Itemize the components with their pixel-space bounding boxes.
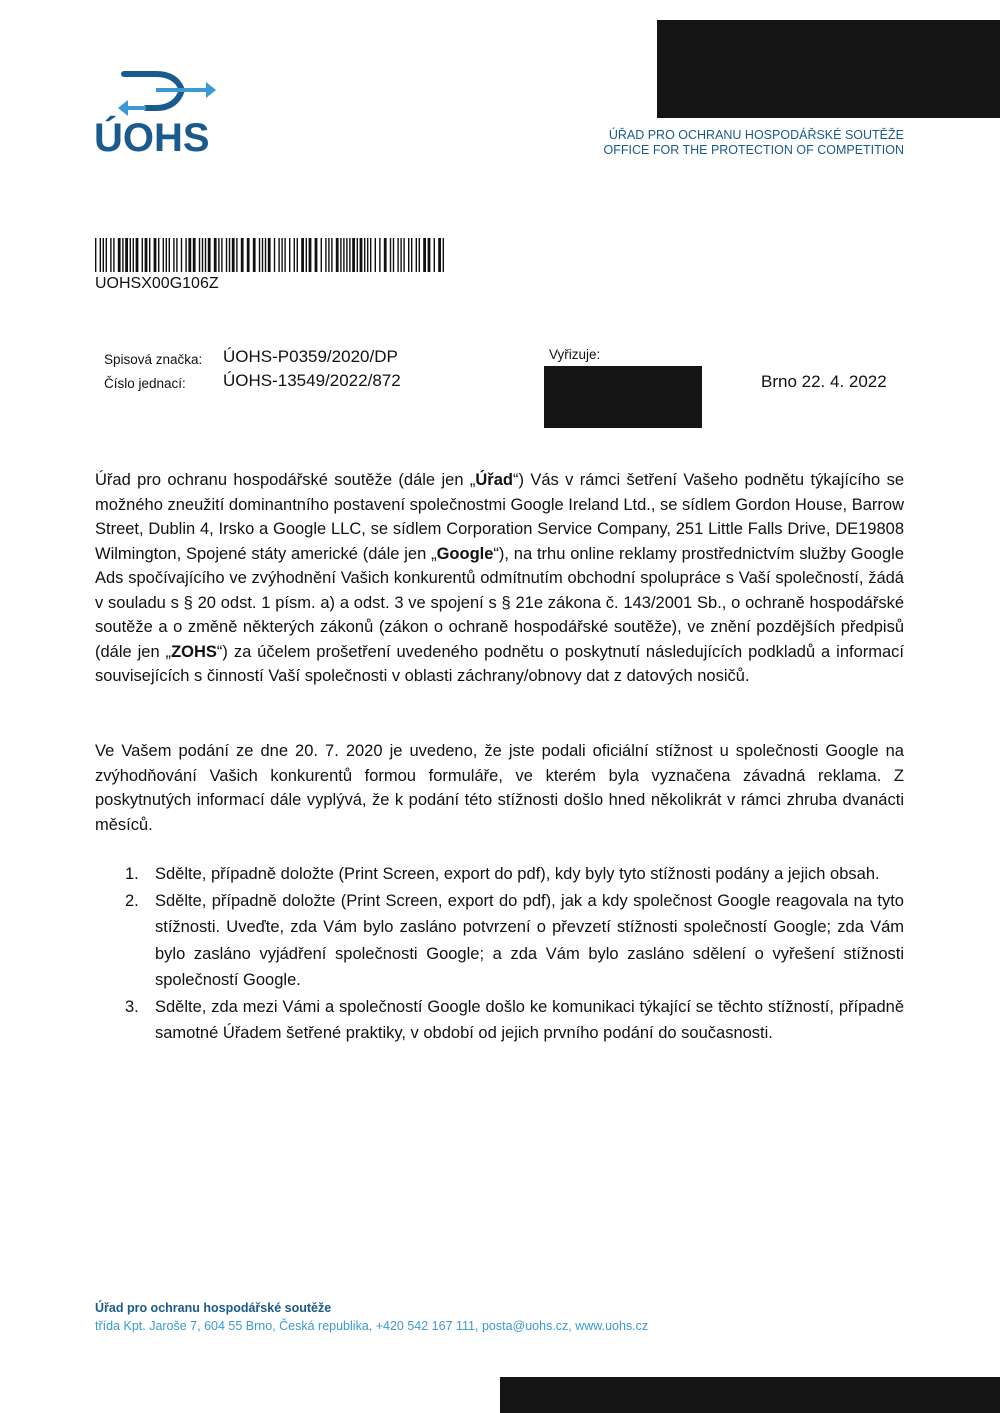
list-item-text: Sdělte, případně doložte (Print Screen, export do pdf), kdy byly tyto stížnosti podány a jejich obsah. [155, 865, 880, 883]
barcode-bar [133, 238, 134, 272]
barcode-number: UOHSX00G106Z [95, 275, 219, 292]
barcode-bar [226, 238, 227, 272]
barcode-bar [185, 238, 186, 272]
barcode-bar [340, 238, 341, 272]
barcode-bar [169, 238, 170, 272]
list-item-number: 2. [125, 891, 139, 910]
barcode-bar [443, 238, 444, 272]
uohs-logo [92, 68, 222, 160]
barcode-bar [336, 238, 339, 272]
barcode-bar [352, 238, 355, 272]
barcode-bar [214, 238, 217, 272]
paragraph-intro: Úřad pro ochranu hospodářské soutěže (dále jen „Úřad“) Vás v rámci šetření Vašeho podnětu týkajícího se možného zneužití dominantního postavení společnostmi Google Ireland Ltd., se sídlem Gordon House, Barrow Street, Dublin 4, Irsko a Google LLC, se sídlem Corporation Service Company, 251 Little Falls Drive, DE19808 Wilmington, Spojené státy americké (dále jen „Google“), na trhu online reklamy prostřednictvím služby Google Ads spočívajícího ve zvýhodnění Vašich konkurentů odmítnutím obchodní spolupráce s Vaší společností, žádá v souladu s § 20 odst. 1 písm. a) a odst. 3 ve spojení s § 21e zákona č. 143/2001 Sb., o ochraně hospodářské soutěže a o změně některých zákonů (zákon o ochraně hospodářské soutěže), ve znění pozdějších předpisů (dále jen „ZOHS“) za účelem prošetření uvedeného podnětu o poskytnutí následujících podkladů a informací souvisejících s činností Vaší společnosti v oblasti záchrany/obnovy dat z datových nosičů. [95, 471, 905, 685]
barcode-bar [281, 238, 282, 272]
office-name [604, 128, 904, 158]
barcode-bar [95, 238, 96, 272]
barcode-bar [232, 238, 235, 272]
barcode-bar [331, 238, 332, 272]
footer-address: třída Kpt. Jaroše 7, 604 55 Brno, Česká republika, +420 542 167 111, posta@uohs.cz, www.uohs.cz [95, 1319, 649, 1333]
barcode-bar [325, 238, 326, 272]
list-item-number: 3. [125, 997, 139, 1016]
barcode-bar [360, 238, 363, 272]
office-name-cz: ÚŘAD PRO OCHRANU HOSPODÁŘSKÉ SOUTĚŽE [608, 128, 904, 142]
barcode-bar [106, 238, 107, 272]
barcode-bar [274, 238, 275, 272]
barcode-bar [166, 238, 167, 272]
barcode-bar [188, 238, 191, 272]
barcode-bar [438, 238, 441, 272]
barcode-bar [364, 238, 365, 272]
barcode-bar [221, 238, 222, 272]
request-list [125, 861, 904, 1047]
barcode-bar [199, 238, 200, 272]
barcode-bar [103, 238, 104, 272]
barcode-bar [265, 238, 266, 272]
term-google: Google [436, 544, 494, 563]
barcode-bar [416, 238, 417, 272]
barcode-bar [278, 238, 279, 272]
barcode-bar [390, 238, 391, 272]
barcode-bar [423, 238, 426, 272]
office-name-en: OFFICE FOR THE PROTECTION OF COMPETITION [603, 143, 904, 157]
barcode-bar [118, 238, 121, 272]
barcode-bar [321, 238, 322, 272]
barcode [95, 238, 449, 272]
redaction-block-top [657, 20, 1000, 118]
barcode-bar [284, 238, 285, 272]
barcode-bar [100, 238, 101, 272]
barcode-bar [379, 238, 380, 272]
logo-arrows-icon [116, 68, 216, 116]
barcode-bar [122, 238, 123, 272]
barcode-bar [193, 238, 196, 272]
barcode-bar [142, 238, 143, 272]
barcode-bar [259, 238, 260, 272]
barcode-bar [130, 238, 131, 272]
barcode-bar [205, 238, 206, 272]
barcode-bar [434, 238, 435, 272]
barcode-bar [349, 238, 350, 272]
term-urad: Úřad [475, 471, 513, 489]
footer-office-name: Úřad pro ochranu hospodářské soutěže [95, 1301, 332, 1315]
barcode-bar [173, 238, 174, 272]
list-item-text: Sdělte, případně doložte (Print Screen, export do pdf), jak a kdy společnost Google reagovala na tyto stížnosti. Uveďte, zda Vám bylo zasláno potvrzení o převzetí stížnosti společností Google; zda Vám bylo zasláno vyjádření společnosti Google; a zda Vám bylo zasláno sdělení o vyřešení stížnosti společností Google. [155, 891, 904, 989]
barcode-bar [384, 238, 387, 272]
barcode-bar [229, 238, 230, 272]
barcode-bar [367, 238, 368, 272]
barcode-bar [408, 238, 409, 272]
barcode-bar [163, 238, 164, 272]
barcode-bar [346, 238, 347, 272]
barcode-bar [403, 238, 404, 272]
reference-number-value: ÚOHS-13549/2022/872 [223, 371, 401, 390]
barcode-bar [315, 238, 318, 272]
barcode-bar [357, 238, 358, 272]
letter-date: Brno 22. 4. 2022 [761, 372, 887, 391]
list-item [125, 994, 904, 1047]
redaction-block-handler [544, 366, 702, 428]
barcode-bar [419, 238, 420, 272]
barcode-bar [149, 238, 150, 272]
barcode-bar [236, 238, 237, 272]
list-item [125, 861, 904, 888]
barcode-bar [289, 238, 290, 272]
barcode-bar [428, 238, 431, 272]
list-item-number: 1. [125, 865, 139, 883]
paragraph-context: Ve Vašem podání ze dne 20. 7. 2020 je uvedeno, že jste podali oficiální stížnost u společnosti Google na zvýhodňování Vašich konkurentů formou formuláře, ve kterém byla vyznačena závadná reklama. Z poskytnutých informací dále vyplývá, že k podání této stížnosti došlo hned několikrát v rámci zhruba dvanácti měsíců. [95, 742, 904, 834]
barcode-bar [309, 238, 312, 272]
barcode-bar [393, 238, 394, 272]
barcode-bar [202, 238, 203, 272]
barcode-bar [370, 238, 371, 272]
barcode-bar [218, 238, 219, 272]
barcode-bar [397, 238, 398, 272]
barcode-bar [306, 238, 307, 272]
barcode-bar [400, 238, 401, 272]
footer [95, 1299, 648, 1335]
barcode-bar [301, 238, 304, 272]
barcode-bar [297, 238, 298, 272]
file-mark-label: Spisová značka: [104, 352, 203, 367]
redaction-block-bottom [500, 1377, 1000, 1413]
reference-number-label: Číslo jednací: [104, 376, 186, 391]
barcode-bar [328, 238, 329, 272]
list-item-text: Sdělte, zda mezi Vámi a společností Google došlo ke komunikaci týkající se těchto stížností, případně samotné Úřadem šetřené praktiky, v období od jejich prvního podání do současnosti. [155, 997, 904, 1042]
barcode-bar [268, 238, 271, 272]
barcode-bar [154, 238, 157, 272]
barcode-bar [247, 238, 250, 272]
barcode-bar [262, 238, 263, 272]
barcode-bar [145, 238, 148, 272]
barcode-bar [158, 238, 159, 272]
barcode-bar [208, 238, 211, 272]
term-zohs: ZOHS [171, 642, 217, 661]
barcode-bar [125, 238, 128, 272]
logo-text: ÚOHS [94, 116, 210, 160]
handler-label: Vyřizuje: [549, 347, 601, 362]
barcode-bar [375, 238, 376, 272]
barcode-bar [241, 238, 244, 272]
barcode-bar [343, 238, 344, 272]
file-mark-value: ÚOHS-P0359/2020/DP [223, 347, 398, 366]
barcode-bar [110, 238, 111, 272]
barcode-bar [411, 238, 412, 272]
barcode-bar [136, 238, 139, 272]
barcode-bar [176, 238, 177, 272]
list-item [125, 888, 904, 994]
barcode-bar [113, 238, 114, 272]
barcode-bar [253, 238, 256, 272]
barcode-bar [294, 238, 295, 272]
barcode-bar [181, 238, 182, 272]
